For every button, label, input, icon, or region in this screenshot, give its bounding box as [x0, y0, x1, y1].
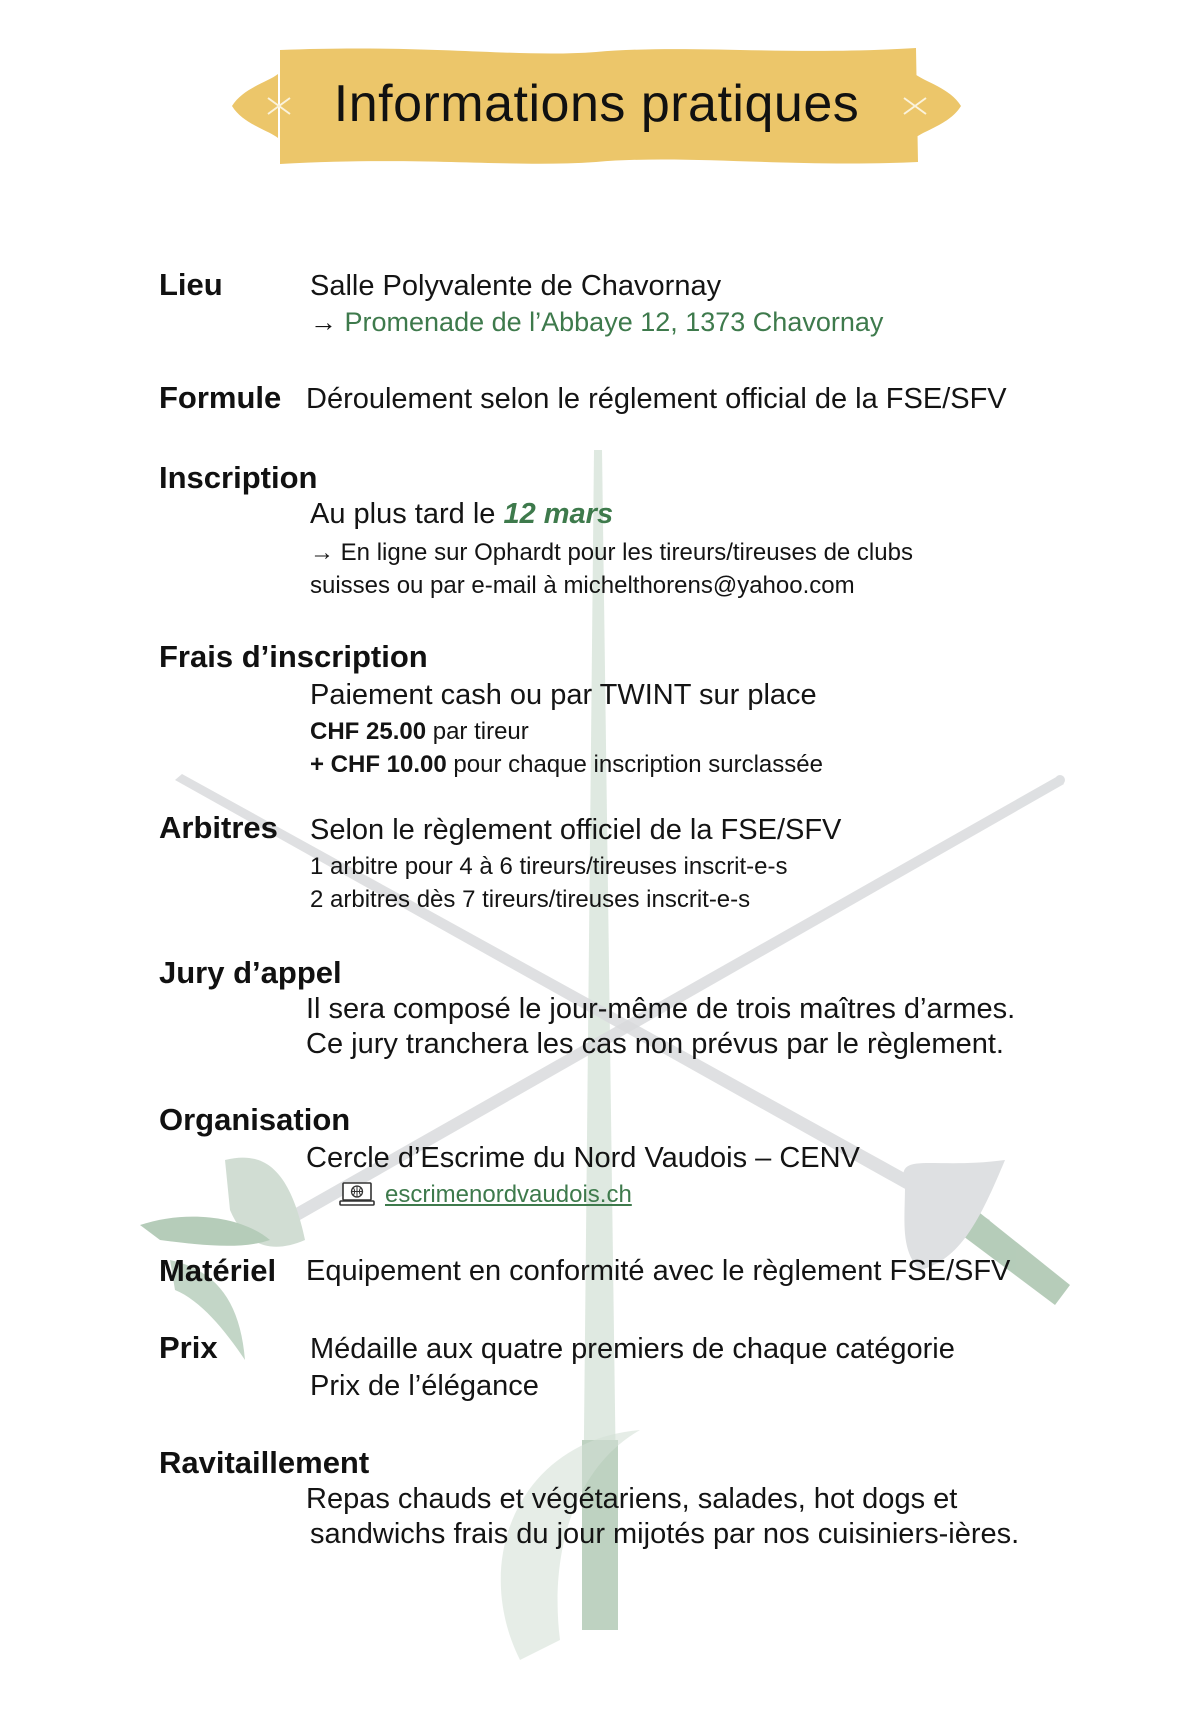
prix-line1: Médaille aux quatre premiers de chaque catégorie	[310, 1333, 955, 1365]
ravitaillement-label: Ravitaillement	[159, 1445, 370, 1480]
payment-methods: Paiement cash ou par TWINT sur place	[310, 679, 817, 711]
venue-name: Salle Polyvalente de Chavornay	[310, 270, 722, 302]
organisation-name: Cercle d’Escrime du Nord Vaudois – CENV	[306, 1142, 860, 1174]
deadline-date: 12 mars	[503, 498, 614, 530]
deadline-prefix: Au plus tard le	[310, 498, 504, 530]
venue-address: Promenade de l’Abbaye 12, 1373 Chavornay	[344, 307, 884, 337]
arbitres-label: Arbitres	[159, 810, 278, 845]
venue-address-line	[310, 307, 883, 338]
price-2-amount: + CHF 10.00	[310, 751, 447, 778]
prix-line2: Prix de l’élégance	[310, 1370, 539, 1402]
page-title: Informations pratiques	[333, 75, 860, 133]
arbitres-line3: 2 arbitres dès 7 tireurs/tireuses inscrit-e-s	[310, 886, 751, 913]
lieu-label: Lieu	[159, 267, 223, 302]
inscription-label: Inscription	[159, 460, 318, 495]
inscription-online-line	[310, 539, 913, 567]
arbitres-line1: Selon le règlement officiel de la FSE/SFV	[310, 814, 842, 846]
jury-line2: Ce jury tranchera les cas non prévus par le règlement.	[306, 1028, 1004, 1060]
prix-label: Prix	[159, 1330, 218, 1365]
jury-label: Jury d’appel	[159, 955, 342, 990]
price-line-2	[310, 751, 823, 779]
price-line-1	[310, 718, 529, 746]
organisation-label: Organisation	[159, 1102, 351, 1137]
ravitaillement-line2: sandwichs frais du jour mijotés par nos cuisiniers-ières.	[310, 1518, 1020, 1550]
arrow-right-icon: →	[310, 307, 337, 337]
inscription-line2: suisses ou par e-mail à michelthorens@yahoo.com	[310, 572, 855, 599]
inscription-line1: En ligne sur Ophardt pour les tireurs/tireuses de clubs	[334, 539, 913, 566]
materiel-text: Equipement en conformité avec le règlement FSE/SFV	[306, 1255, 1011, 1287]
inscription-deadline	[310, 498, 613, 531]
formule-label: Formule	[159, 380, 282, 415]
price-2-text: pour chaque inscription surclassée	[446, 751, 823, 778]
price-1-amount: CHF 25.00	[310, 718, 427, 745]
frais-label: Frais d’inscription	[159, 639, 428, 674]
formule-text: Déroulement selon le réglement official de la FSE/SFV	[306, 383, 1007, 415]
materiel-label: Matériel	[159, 1253, 277, 1288]
arbitres-line2: 1 arbitre pour 4 à 6 tireurs/tireuses inscrit-e-s	[310, 853, 788, 880]
website-link[interactable]: escrimenordvaudois.ch	[385, 1181, 632, 1208]
jury-line1: Il sera composé le jour-même de trois maîtres d’armes.	[306, 993, 1016, 1025]
ravitaillement-line1: Repas chauds et végétariens, salades, hot dogs et	[306, 1483, 958, 1515]
price-1-text: par tireur	[426, 718, 529, 745]
arrow-right-icon: →	[310, 539, 334, 566]
computer-globe-icon	[339, 1181, 375, 1207]
